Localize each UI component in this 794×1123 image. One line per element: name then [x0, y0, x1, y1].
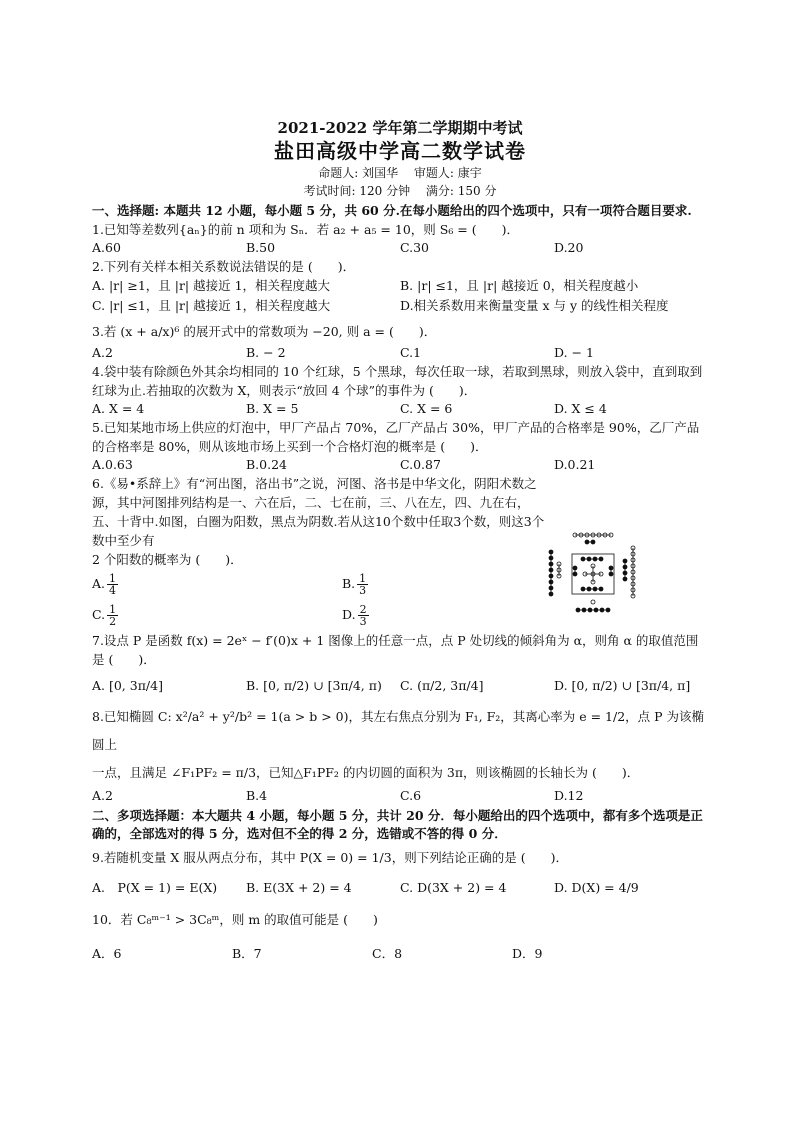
hetu-yang-dot [591, 600, 595, 604]
q8-options [92, 787, 708, 805]
q7-option-d: D. [0, π/2) ∪ [3π/4, π] [554, 678, 691, 693]
q10-option-d: D．9 [512, 946, 543, 961]
q1-option-a: A.60 [92, 240, 121, 255]
section-1-heading: 一、选择题: 本题共 12 小题，每小题 5 分，共 60 分.在每小题给出的四个选项中，只有一项符合题目要求. [92, 203, 692, 218]
q10-stem: 10．若 C₈ᵐ⁻¹ > 3C₈ᵐ，则 m 的取值可能是 ( ) [92, 912, 378, 927]
q8-stem-cont: 一点，且满足 ∠F₁PF₂ = π/3，已知△F₁PF₂ 的内切圆的面积为 3π，则该椭圆的长轴长为 ( )． [92, 765, 640, 780]
q5-option-c: C.0.87 [400, 457, 441, 472]
q8-stem: 8.已知椭圆 C: x²/a² + y²/b² = 1(a > b > 0)，其左右焦点分别为 F₁, F₂，其离心率为 e = 1/2，点 P 为该椭圆上 [92, 709, 705, 752]
q8-option-a: A.2 [92, 788, 113, 803]
q9-option-d: D. D(X) = 4/9 [554, 880, 639, 895]
q1-options [92, 239, 708, 257]
q8-option-c: C.6 [400, 788, 422, 803]
hetu-diagram [547, 532, 639, 614]
q2-options-row2 [92, 296, 708, 316]
q2-stem: 2.下列有关样本相关系数说法错误的是 ( )． [92, 259, 356, 274]
q5-option-a: A.0.63 [92, 457, 133, 472]
q3-option-b: B. − 2 [246, 345, 286, 360]
q2-options-row1 [92, 276, 708, 296]
q8-option-d: D.12 [554, 788, 584, 803]
exam-time: 考试时间: 120 分钟 满分: 150 分 [303, 184, 497, 198]
q5-option-b: B.0.24 [246, 457, 287, 472]
q7-stem: 7.设点 P 是函数 f(x) = 2eˣ − f′(0)x + 1 图像上的任意一点，点 P 处切线的倾斜角为 α，则角 α 的取值范围是 ( )． [92, 633, 699, 667]
q10-option-b: B．7 [232, 946, 262, 961]
q7-option-a: A. [0, 3π/4] [92, 678, 163, 693]
q4-option-d: D. X ≤ 4 [554, 401, 607, 416]
q6-options-row2 [92, 604, 432, 627]
q3-options [92, 344, 708, 362]
q9-stem: 9.若随机变量 X 服从两点分布，其中 P(X = 0) = 1/3，则下列结论正确的是 ( )． [92, 850, 568, 865]
q7-option-c: C. (π/2, 3π/4] [400, 678, 484, 693]
q6-option-a: A. $\frac{1}{4}$ [92, 572, 117, 597]
q6-stem: 6.《易•系辞上》有“河出图，洛出书”之说，河图、洛书是中华文化，阴阳术数之源，其中河图排列结构是一、六在后，二、七在前，三、八在左，四、九在右，五、十背中.如图，白圈为阳数，黑点为阴数.若从这10个数中任取3个数，则这3个数中至少有 [92, 476, 545, 548]
q10-option-a: A．6 [92, 946, 122, 961]
q4-option-b: B. X = 5 [246, 401, 299, 416]
q2-option-c: C. |r| ≤1，且 |r| 越接近 1，相关程度越大 [92, 298, 331, 313]
q1-option-b: B.50 [246, 240, 276, 255]
q7-options [92, 669, 708, 703]
q3-option-a: A.2 [92, 345, 113, 360]
q1-stem: 1.已知等差数列{aₙ}的前 n 项和为 Sₙ．若 a₂ + a₅ = 10，则 S₆ = ( )． [92, 222, 520, 237]
q5-option-d: D.0.21 [554, 457, 596, 472]
exam-term: 2021-2022 学年第二学期期中考试 [277, 119, 523, 137]
q1-option-d: D.20 [554, 240, 584, 255]
q6-stem-cont: 2 个阳数的概率为 ( )． [92, 552, 243, 567]
q9-option-a: A. P(X = 1) = E(X) [92, 880, 218, 895]
q2-option-d: D.相关系数用来衡量变量 x 与 y 的线性相关程度 [400, 298, 669, 313]
q9-options [92, 873, 708, 903]
q2-option-a: A. |r| ≥1，且 |r| 越接近 1，相关程度越大 [92, 278, 331, 293]
q4-stem: 4.袋中装有除颜色外其余均相同的 10 个红球，5 个黑球，每次任取一球，若取到黑球，则放入袋中，直到取到红球为止.若抽取的次数为 X，则表示“放回 4 个球”的事件为 ( )． [92, 364, 703, 398]
q3-stem: 3.若 (x + a/x)⁶ 的展开式中的常数项为 −20, 则 a = ( )． [92, 324, 437, 339]
q7-option-b: B. [0, π/2) ∪ [3π/4, π) [246, 678, 382, 693]
q6-option-d: D. $\frac{2}{3}$ [342, 603, 367, 628]
q6-option-b: B. $\frac{1}{3}$ [342, 572, 367, 597]
q10-options [92, 937, 652, 971]
q5-options [92, 456, 708, 474]
q4-option-c: C. X = 6 [400, 401, 453, 416]
exam-authors: 命题人: 刘国华 审题人: 康宇 [318, 166, 482, 180]
q9-option-b: B. E(3X + 2) = 4 [246, 880, 352, 895]
exam-page [92, 118, 708, 971]
exam-title: 盐田高级中学高二数学试卷 [274, 139, 526, 163]
q8-option-b: B.4 [246, 788, 268, 803]
q5-stem: 5.已知某地市场上供应的灯泡中，甲厂产品占 70%，乙厂产品占 30%，甲厂产品的合格率是 90%，乙厂产品的合格率是 80%，则从该地市场上买到一个合格灯泡的概率是 ( )． [92, 420, 700, 454]
q6-options-row1 [92, 573, 432, 596]
q10-option-c: C．8 [372, 946, 403, 961]
section-2-heading: 二、多项选择题：本大题共 4 小题，每小题 5 分，共计 20 分．每小题给出的四个选项中，都有多个选项是正确的，全部选对的得 5 分，选对但不全的得 2 分，选错或不答的得 0 分． [92, 808, 703, 841]
q2-option-b: B. |r| ≤1，且 |r| 越接近 0，相关程度越小 [400, 278, 639, 293]
q4-option-a: A. X = 4 [92, 401, 145, 416]
q9-option-c: C. D(3X + 2) = 4 [400, 880, 507, 895]
q3-option-d: D. − 1 [554, 345, 594, 360]
q6-option-c: C. $\frac{1}{2}$ [92, 603, 117, 628]
q3-option-c: C.1 [400, 345, 422, 360]
q1-option-c: C.30 [400, 240, 429, 255]
q4-options [92, 400, 708, 418]
q6-block [92, 474, 708, 627]
